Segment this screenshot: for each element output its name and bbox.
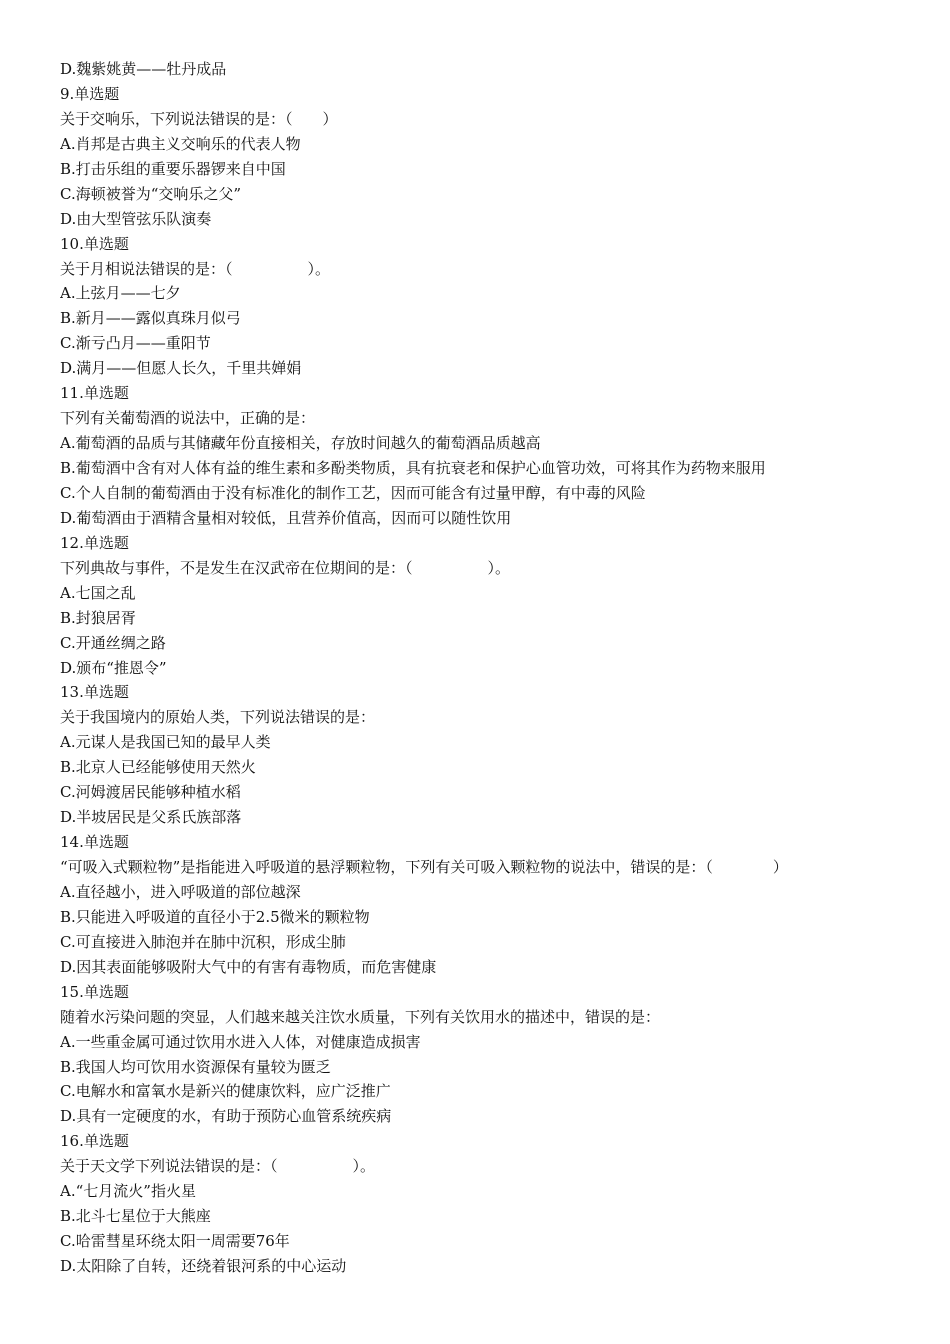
question-stem: 下列典故与事件，不是发生在汉武帝在位期间的是：（ ）。 (60, 558, 511, 577)
option-line: D.太阳除了自转，还绕着银河系的中心运动 (60, 1257, 347, 1275)
option-line: C.哈雷彗星环绕太阳一周需要76年 (60, 1232, 290, 1251)
question-number: 14.单选题 (60, 833, 129, 852)
option-line: B.我国人均可饮用水资源保有量较为匮乏 (60, 1057, 331, 1076)
question-stem: 随着水污染问题的突显，人们越来越关注饮水质量，下列有关饮用水的描述中，错误的是： (60, 1007, 661, 1026)
question-stem: “可吸入式颗粒物”是指能进入呼吸道的悬浮颗粒物，下列有关可吸入颗粒物的说法中，错误的是：（ ） (60, 858, 788, 876)
option-line: C.海顿被誉为“交响乐之父” (60, 184, 242, 203)
question-number: 12.单选题 (60, 533, 129, 552)
option-line: A.上弦月——七夕 (60, 284, 181, 303)
option-line: D.半坡居民是父系氏族部落 (60, 808, 242, 827)
question-stem: 关于我国境内的原始人类，下列说法错误的是： (60, 708, 376, 727)
question-stem: 下列有关葡萄酒的说法中，正确的是： (60, 409, 316, 428)
question-stem: 关于交响乐，下列说法错误的是：（ ） (60, 109, 338, 128)
question-number: 11.单选题 (60, 384, 129, 403)
option-line: C.开通丝绸之路 (60, 633, 166, 652)
option-line: D.因其表面能够吸附大气中的有害有毒物质，而危害健康 (60, 957, 437, 976)
option-line: A.一些重金属可通过饮用水进入人体，对健康造成损害 (60, 1032, 421, 1051)
option-line: D.由大型管弦乐队演奏 (60, 209, 212, 228)
option-line: C.个人自制的葡萄酒由于没有标准化的制作工艺，因而可能含有过量甲醇，有中毒的风险 (60, 483, 646, 502)
question-number: 16.单选题 (60, 1132, 129, 1151)
option-line: D.葡萄酒由于酒精含量相对较低，且营养价值高，因而可以随性饮用 (60, 508, 512, 527)
option-line: A.七国之乱 (60, 583, 136, 602)
option-line: D.颁布“推恩令” (60, 658, 167, 677)
option-line: A.“七月流火”指火星 (60, 1182, 196, 1201)
option-line: B.只能进入呼吸道的直径小于2.5微米的颗粒物 (60, 907, 370, 926)
question-number: 9.单选题 (60, 84, 120, 103)
question-number: 10.单选题 (60, 234, 129, 253)
option-line: C.电解水和富氧水是新兴的健康饮料，应广泛推广 (60, 1082, 391, 1101)
option-line: C.渐亏凸月——重阳节 (60, 334, 211, 353)
option-line: A.葡萄酒的品质与其储藏年份直接相关，存放时间越久的葡萄酒品质越高 (60, 434, 541, 453)
option-line: B.打击乐组的重要乐器锣来自中国 (60, 159, 286, 178)
option-line: D.具有一定硬度的水，有助于预防心血管系统疾病 (60, 1107, 392, 1126)
option-line: D.魏紫姚黄——牡丹成品 (60, 60, 227, 78)
option-line: B.北斗七星位于大熊座 (60, 1207, 211, 1226)
option-line: B.新月——露似真珠月似弓 (60, 309, 241, 328)
question-number: 15.单选题 (60, 982, 129, 1001)
document-page (60, 57, 920, 1279)
question-number: 13.单选题 (60, 683, 129, 702)
option-line: B.北京人已经能够使用天然火 (60, 758, 256, 777)
option-line: A.直径越小，进入呼吸道的部位越深 (60, 882, 301, 901)
option-line: C.河姆渡居民能够种植水稻 (60, 783, 241, 802)
option-line: A.肖邦是古典主义交响乐的代表人物 (60, 134, 301, 153)
option-line: B.葡萄酒中含有对人体有益的维生素和多酚类物质，具有抗衰老和保护心血管功效，可将其作为药物来服用 (60, 459, 766, 477)
option-line: C.可直接进入肺泡并在肺中沉积，形成尘肺 (60, 932, 346, 951)
option-line: B.封狼居胥 (60, 608, 136, 627)
question-stem: 关于月相说法错误的是：（ ）。 (60, 259, 331, 278)
question-stem: 关于天文学下列说法错误的是：（ ）。 (60, 1157, 376, 1176)
option-line: A.元谋人是我国已知的最早人类 (60, 733, 271, 752)
option-line: D.满月——但愿人长久，千里共婵娟 (60, 359, 302, 378)
